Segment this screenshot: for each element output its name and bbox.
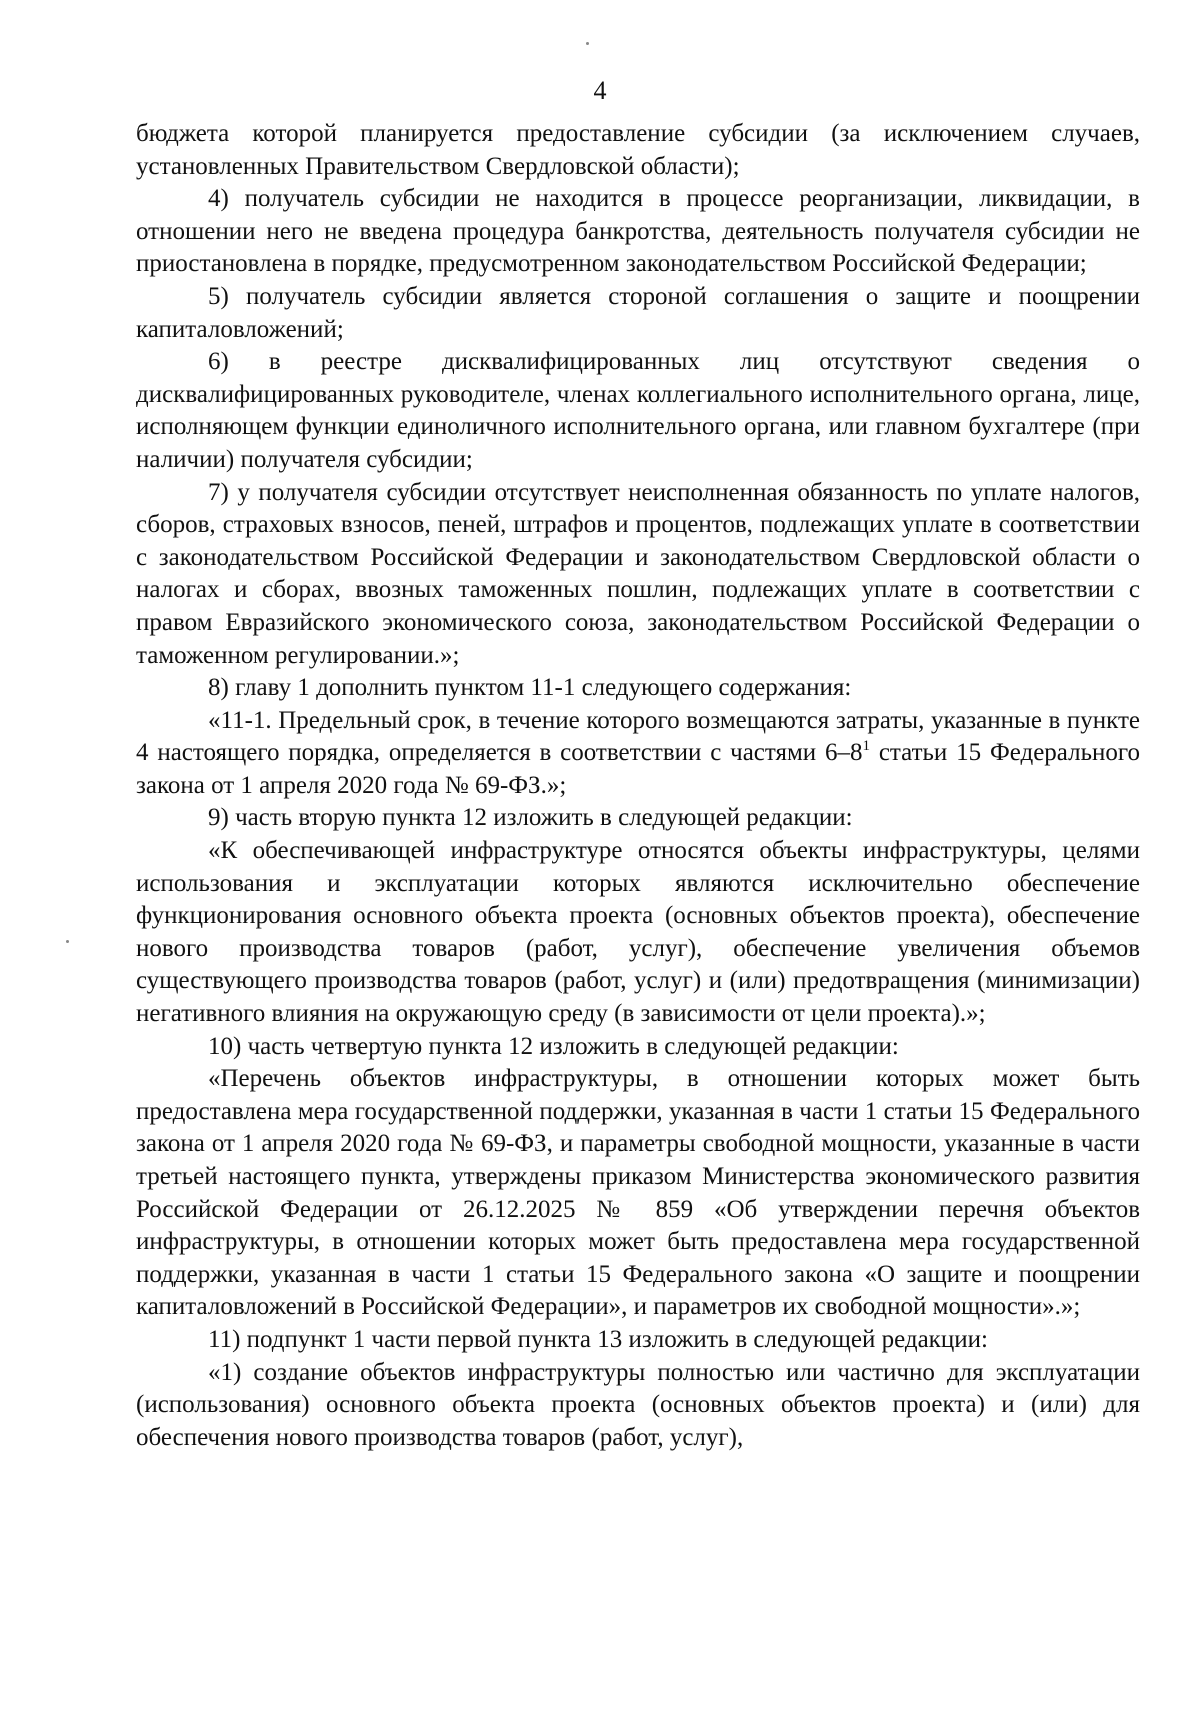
page-number: 4 xyxy=(593,76,607,105)
paragraph-subclause-1: «1) создание объектов инфраструктуры полностью или частично для эксплуатации (использования) основного объекта проекта (основных объектов проекта) и (или) для обеспечения нового производства товаров (работ, услуг), xyxy=(136,1358,1140,1451)
clause-11-1-text-end: статьи 15 Федерального закона от 1 апреля 2020 года № 69-ФЗ.»; xyxy=(136,739,1140,799)
paragraph-item-6: 6) в реестре дисквалифицированных лиц отсутствуют сведения о дисквалифицированных руководителе, членах коллегиального исполнительного органа, лице, исполняющем функции единоличного исполнительного органа, или главном бухгалтере (при наличии) получателя субсидии; xyxy=(136,348,1140,473)
paragraph-item-4: 4) получатель субсидии не находится в процессе реорганизации, ликвидации, в отношении него не введена процедура банкротства, деятельность получателя субсидии не приостановлена в порядке, предусмотренном законодательством Российской Федерации; xyxy=(136,185,1140,278)
document-body xyxy=(136,118,1140,1454)
paragraph-amendment-8: 8) главу 1 дополнить пунктом 11-1 следующего содержания: xyxy=(208,674,852,702)
paragraph-amendment-9: 9) часть вторую пункта 12 изложить в следующей редакции: xyxy=(208,804,853,832)
paragraph-clause-11-1 xyxy=(136,705,1140,803)
paragraph-infrastructure-list: «Перечень объектов инфраструктуры, в отношении которых может быть предоставлена мера государственной поддержки, указанная в части 1 статьи 15 Федерального закона от 1 апреля 2020 года № 69-ФЗ, и параметры свободной мощности, указанные в части третьей настоящего пункта, утверждены приказом Министерства экономического развития Российской Федерации от 26.12.2025 № 859 «Об утверждении перечня объектов инфраструктуры, в отношении которых может быть предоставлена мера государственной поддержки, указанная в части 1 статьи 15 Федерального закона «О защите и поощрении капиталовложений в Российской Федерации», и параметров их свободной мощности».»; xyxy=(136,1065,1140,1321)
paragraph-amendment-10: 10) часть четвертую пункта 12 изложить в следующей редакции: xyxy=(208,1032,899,1060)
paragraph-amendment-11: 11) подпункт 1 части первой пункта 13 изложить в следующей редакции: xyxy=(208,1325,988,1353)
paragraph-infrastructure-definition: «К обеспечивающей инфраструктуре относятся объекты инфраструктуры, целями использования и эксплуатации которых являются исключительно обеспечение функционирования основного объекта проекта (основных объектов проекта), обеспечение нового производства товаров (работ, услуг), обеспечение увеличения объемов существующего производства товаров (работ, услуг) и (или) предотвращения (минимизации) негативного влияния на окружающую среду (в зависимости от цели проекта).»; xyxy=(136,837,1140,1028)
paragraph-budget-continuation: бюджета которой планируется предоставление субсидии (за исключением случаев, установленных Правительством Свердловской области); xyxy=(136,120,1140,180)
scan-speck xyxy=(66,940,69,943)
paragraph-item-7: 7) у получателя субсидии отсутствует неисполненная обязанность по уплате налогов, сборов, страховых взносов, пеней, штрафов и процентов, подлежащих уплате в соответствии с законодательством Российской Федерации и законодательством Свердловской области о налогах и сборах, ввозных таможенных пошлин, подлежащих уплате в соответствии с правом Евразийского экономического союза, законодательством Российской Федерации о таможенном регулировании.»; xyxy=(136,478,1140,669)
scan-speck xyxy=(586,42,589,45)
clause-11-1-text: «11-1. Предельный срок, в течение которого возмещаются затраты, указанные в пункте 4 настоящего порядка, определяется в соответствии с частями 6–8 xyxy=(136,706,1140,767)
paragraph-item-5: 5) получатель субсидии является стороной соглашения о защите и поощрении капиталовложений; xyxy=(136,282,1140,343)
superscript-footnote: 1 xyxy=(862,738,871,755)
